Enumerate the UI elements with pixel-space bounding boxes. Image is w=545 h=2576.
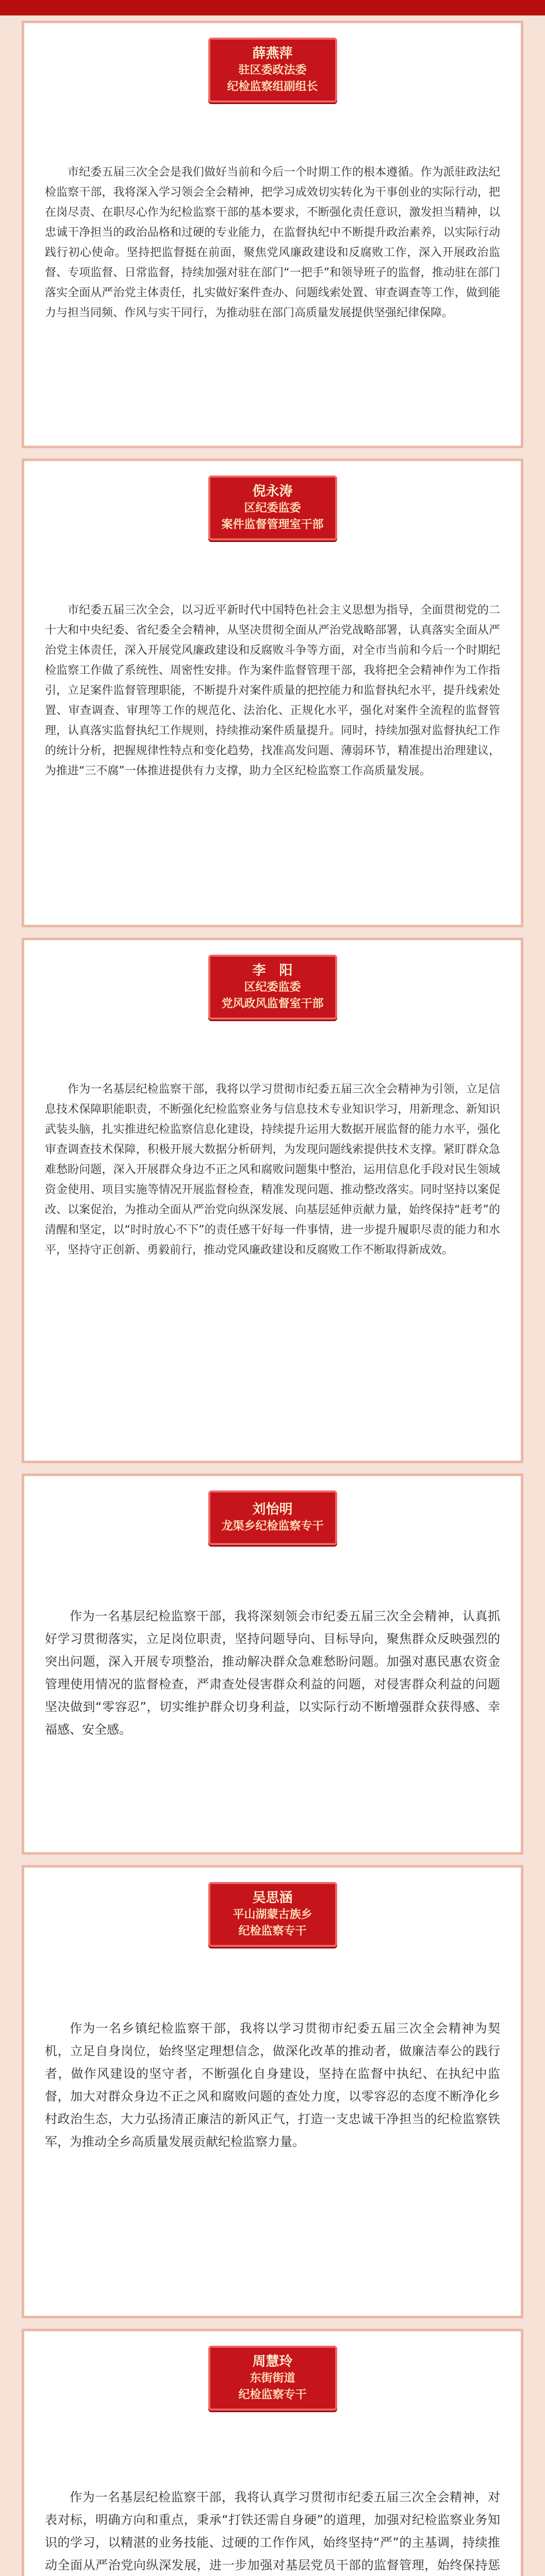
profile-title-line: 纪检监察专干 [238, 1925, 307, 1938]
profile-title-line: 平山湖蒙古族乡 [233, 1908, 312, 1921]
profile-card [22, 1473, 523, 1855]
paragraph: 作为一名乡镇纪检监察干部，我将以学习贯彻市纪委五届三次全会精神为契机，立足自身岗位，始终坚定理想信念，做深化改革的推动者，做廉洁奉公的践行者，做作风建设的坚守者，不断强化自身建设，坚持在监督中执纪、在执纪中监督，加大对群众身边不正之风和腐败问题的查处力度，以零容忍的态度不断净化乡村政治生态，大力弘扬清正廉洁的新风正气，打造一支忠诚干净担当的纪检监察铁军，为推动全乡高质量发展贡献纪检监察力量。 [45, 2021, 500, 2149]
profile-body [45, 2017, 500, 2153]
profile-card [22, 2329, 523, 2576]
top-band [0, 0, 545, 15]
profile-name: 薛燕萍 [252, 46, 293, 61]
profile-title-line: 驻区委政法委 [238, 64, 307, 77]
profile-title-line: 区纪委监委 [244, 502, 301, 515]
name-tag [208, 1882, 337, 1947]
profile-body [45, 1605, 500, 1741]
profile-name: 刘怡明 [252, 1502, 293, 1517]
profile-body [45, 2486, 500, 2576]
profile-name: 吴思涵 [252, 1890, 293, 1906]
profile-title-line: 东街街道 [250, 2372, 295, 2385]
profile-card [22, 938, 523, 1463]
profile-name: 倪永涛 [252, 484, 293, 499]
profile-name: 周慧玲 [252, 2354, 293, 2369]
paragraph: 作为一名基层纪检监察干部，我将认真学习贯彻市纪委五届三次全会精神，对表对标，明确方向和重点，秉承“打铁还需自身硬”的道理，加强对纪检监察业务知识的学习，以精湛的业务技能、过硬的工作作风，始终坚持“严”的主基调，持续推动全面从严治党向纵深发展，进一步加强对基层党员干部的监督管理，始终保持惩 [45, 2490, 500, 2572]
profile-title-line: 纪检监察组副组长 [227, 80, 318, 93]
paragraph: 市纪委五届三次全会是我们做好当前和今后一个时期工作的根本遵循。作为派驻政法纪检监察干部，我将深入学习领会全会精神，把学习成效切实转化为干事创业的实际行动，把在岗尽责、在职尽心作为纪检监察干部的基本要求，不断强化责任意识，激发担当精神，以忠诚干净担当的政治品格和过硬的专业能力，在监督执纪中不断提升政治素养，以实际行动践行初心使命。坚持把监督挺在前面，聚焦党风廉政建设和反腐败工作，深入开展政治监督、专项监督、日常监督，持续加强对驻在部门“一把手”和领导班子的监督，推动驻在部门落实全面从严治党主体责任，扎实做好案件查办、问题线索处置、审查调查等工作，做到能力与担当同频、作风与实干同行，为推动驻在部门高质量发展提供坚强纪律保障。 [45, 166, 500, 319]
profile-card [22, 1865, 523, 2318]
profile-body [45, 162, 500, 323]
profile-body [45, 1079, 500, 1260]
profile-body [45, 600, 500, 781]
name-tag [208, 955, 337, 1020]
paragraph: 作为一名基层纪检监察干部，我将以学习贯彻市纪委五届三次全会精神为引领，立足信息技术保障职能职责，不断强化纪检监察业务与信息技术专业知识学习，用新理念、新知识武装头脑，扎实推进纪检监察信息化建设，持续提升运用大数据开展监督的能力水平，强化审查调查技术保障，积极开展大数据分析研判，为发现问题线索提供技术支撑。紧盯群众急难愁盼问题，深入开展群众身边不正之风和腐败问题集中整治，运用信息化手段对民生领域资金使用、项目实施等情况开展监督检查，精准发现问题、推动整改落实。同时坚持以案促改、以案促治，为推动全面从严治党向纵深发展、向基层延伸贡献力量，始终保持“赶考”的清醒和坚定，以“时时放心不下”的责任感干好每一件事情，进一步提升履职尽责的能力和水平，坚持守正创新、勇毅前行，推动党风廉政建设和反腐败工作不断取得新成效。 [45, 1083, 500, 1257]
profile-card [22, 459, 523, 927]
profile-title-line: 龙渠乡纪检监察专干 [221, 1520, 324, 1533]
profile-title-line: 区纪委监委 [244, 981, 301, 994]
name-tag [208, 38, 337, 103]
paragraph: 市纪委五届三次全会，以习近平新时代中国特色社会主义思想为指导，全面贯彻党的二十大和中央纪委、省纪委全会精神，从坚决贯彻全面从严治党战略部署，认真落实全面从严治党主体责任，深入开展党风廉政建设和反腐败斗争等方面，对全市当前和今后一个时期纪检监察工作做了系统性、周密性安排。作为案件监督管理干部，我将把全会精神作为工作指引，立足案件监督管理职能，不断提升对案件质量的把控能力和监督执纪水平，提升线索处置、审查调查、审理等工作的规范化、法治化、正规化水平，强化对案件全流程的监督管理，认真落实监督执纪工作规则，持续推动案件质量提升。同时，持续加强对监督执纪工作的统计分析，把握规律性特点和变化趋势，找准高发问题、薄弱环节，精准提出治理建议，为推进“三不腐”一体推进提供有力支撑，助力全区纪检监察工作高质量发展。 [45, 604, 500, 777]
paragraph: 作为一名基层纪检监察干部，我将深刻领会市纪委五届三次全会精神，认真抓好学习贯彻落实，立足岗位职责，坚持问题导向、目标导向，聚焦群众反映强烈的突出问题，深入开展专项整治，推动解决群众急难愁盼问题。加强对惠民惠农资金管理使用情况的监督检查，严肃查处侵害群众利益的问题，对侵害群众利益的问题坚决做到“零容忍”，切实维护群众切身利益，以实际行动不断增强群众获得感、幸福感、安全感。 [45, 1609, 500, 1737]
name-tag [208, 476, 337, 540]
name-tag [208, 1490, 337, 1545]
profile-title-line: 纪检监察专干 [238, 2388, 307, 2401]
profile-card [22, 21, 523, 448]
profile-title-line: 案件监督管理室干部 [221, 518, 324, 531]
profile-title-line: 党风政风监督室干部 [221, 997, 324, 1010]
name-tag [208, 2346, 337, 2411]
profile-name: 李 阳 [252, 963, 293, 978]
